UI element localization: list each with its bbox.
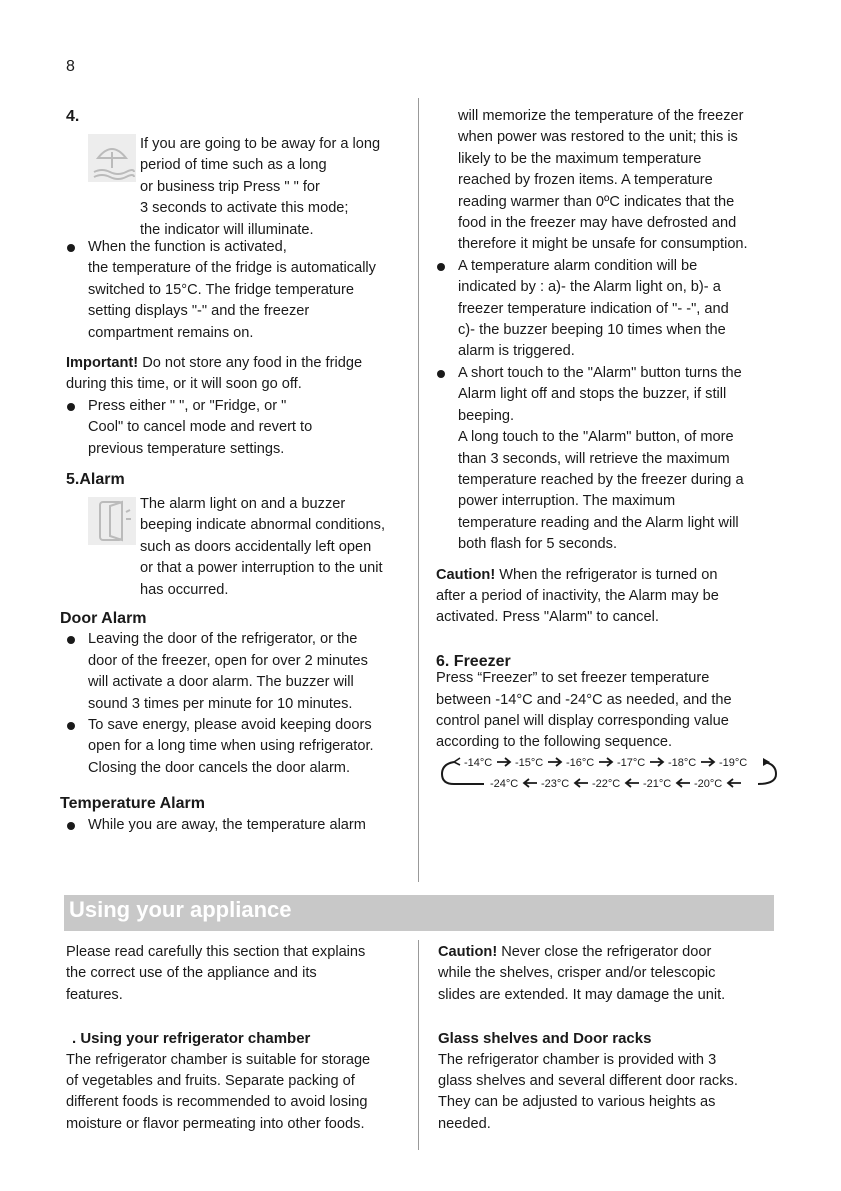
bullet-line: the temperature of the fridge is automatically	[88, 260, 376, 277]
text-line: moisture or flavor permeating into other foods.	[66, 1115, 365, 1132]
bullet-line: alarm is triggered.	[458, 343, 575, 360]
text-line: They can be adjusted to various heights as	[438, 1094, 716, 1111]
text-line: different foods is recommended to avoid losing	[66, 1094, 368, 1111]
bullet-line: previous temperature settings.	[88, 440, 285, 457]
text-line: therefore it might be unsafe for consumption.	[458, 236, 748, 253]
bullet-item	[66, 715, 404, 779]
sequence-arrow-left-icon	[677, 779, 690, 787]
bottom-left-column	[66, 942, 404, 1135]
bullet-item	[66, 629, 404, 715]
text-line: features.	[66, 986, 123, 1003]
holiday-line: If you are going to be away for a long	[140, 136, 381, 152]
alarm-line: beeping indicate abnormal conditions,	[140, 517, 386, 534]
text-line: food in the freezer may have defrosted and	[458, 215, 737, 232]
bullet-line: When the function is activated,	[88, 239, 287, 255]
text-line: between -14°C and -24°C as needed, and the	[436, 691, 732, 708]
important-label: Important!	[66, 355, 139, 372]
alarm-line: The alarm light on and a buzzer	[140, 496, 346, 512]
bullet-line: A temperature alarm condition will be	[458, 257, 698, 274]
caution-text: Never close the refrigerator door	[497, 944, 712, 960]
holiday-details	[66, 237, 404, 460]
holiday-line: the indicator will illuminate.	[140, 221, 314, 238]
bullet-line: door of the freezer, open for over 2 minutes	[88, 652, 368, 669]
sequence-temperature: -15°C	[515, 757, 544, 769]
sequence-arrow-left-icon	[575, 779, 588, 787]
text-line: reading warmer than 0ºC indicates that the	[458, 193, 735, 210]
column-divider	[418, 940, 419, 1150]
sequence-temperature: -16°C	[566, 757, 595, 769]
section-5-heading: 5.Alarm	[66, 471, 125, 488]
door-alarm-heading: Door Alarm	[60, 610, 147, 627]
bullet-line: c)- the buzzer beeping 10 times when the	[458, 322, 726, 339]
alarm-line: has occurred.	[140, 581, 229, 598]
sequence-arrow-left-icon	[626, 779, 639, 787]
sequence-temperature: -17°C	[617, 757, 646, 769]
right-column	[436, 106, 774, 754]
sequence-arrow-right-icon	[497, 758, 510, 766]
section-4-heading: 4.	[66, 108, 80, 125]
text-line: than 3 seconds, will retrieve the maximum	[458, 450, 730, 467]
holiday-line: 3 seconds to activate this mode;	[140, 200, 349, 217]
text-line: will memorize the temperature of the freezer	[458, 108, 744, 124]
holiday-description	[140, 134, 404, 241]
text-line: temperature reached by the freezer during a	[458, 471, 744, 488]
bullet-line: Press either " ", or "Fridge, or "	[88, 397, 287, 414]
banner-title: Using your appliance	[69, 897, 292, 922]
bullet-line: A short touch to the "Alarm" button turns the	[458, 364, 742, 381]
bullet-item	[66, 815, 404, 836]
bullet-line: beeping.	[458, 407, 514, 424]
bullet-line: While you are away, the temperature alarm	[88, 816, 366, 833]
text-line: according to the following sequence.	[436, 734, 673, 751]
section-5	[66, 469, 404, 490]
sequence-temperature: -21°C	[643, 778, 672, 790]
sequence-arrow-right-icon	[701, 758, 714, 766]
bullet-line: open for a long time when using refrigerator.	[88, 738, 374, 755]
column-divider	[418, 98, 419, 882]
alarm-description	[140, 494, 404, 601]
sequence-arrow-right-icon	[599, 758, 612, 766]
sequence-arrow-right-icon	[650, 758, 663, 766]
bullet-line: will activate a door alarm. The buzzer will	[88, 674, 354, 691]
text-line: when power was restored to the unit; this is	[458, 129, 738, 146]
text-line: while the shelves, crisper and/or telescopic	[438, 965, 716, 982]
temperature-alarm-heading: Temperature Alarm	[60, 795, 205, 813]
holiday-line: period of time such as a long	[140, 157, 327, 174]
holiday-umbrella-icon	[88, 134, 136, 182]
caution-label: Caution!	[436, 566, 496, 583]
sequence-temperature: -18°C	[668, 757, 697, 769]
text-line: both flash for 5 seconds.	[458, 536, 618, 553]
text-line: power interruption. The maximum	[458, 493, 676, 510]
sequence-temperature: -19°C	[719, 757, 748, 769]
text-line: temperature reading and the Alarm light will	[458, 514, 739, 531]
bullet-line: indicated by : a)- the Alarm light on, b)- a	[458, 279, 721, 296]
text-line: The refrigerator chamber is provided with 3	[438, 1051, 717, 1068]
caution-note	[436, 565, 774, 586]
bullet-line: setting displays "-" and the freezer	[88, 303, 310, 320]
text-line: reached by frozen items. A temperature	[458, 172, 713, 189]
text-line: glass shelves and several different door racks.	[438, 1073, 738, 1090]
text-line: control panel will display corresponding value	[436, 712, 729, 729]
page-number: 8	[66, 58, 75, 75]
bullet-line: sound 3 times per minute for 10 minutes.	[88, 695, 353, 712]
bullet-line: freezer temperature indication of "- -", and	[458, 300, 729, 317]
bottom-right-column	[438, 942, 774, 1135]
text-line: the correct use of the appliance and its	[66, 965, 317, 982]
bullet-line: Leaving the door of the refrigerator, or the	[88, 631, 358, 648]
bullet-line: switched to 15°C. The fridge temperature	[88, 281, 354, 298]
alarm-door-icon	[88, 497, 136, 545]
text-line: likely to be the maximum temperature	[458, 150, 702, 167]
bullet-line: Alarm light off and stops the buzzer, if still	[458, 386, 727, 403]
caution-text: When the refrigerator is turned on	[495, 566, 718, 583]
text-line: of vegetables and fruits. Separate packing of	[66, 1073, 355, 1090]
alarm-line: or that a power interruption to the unit	[140, 560, 383, 577]
sequence-arrow-left-icon	[524, 779, 537, 787]
caution-text: after a period of inactivity, the Alarm may be	[436, 587, 719, 604]
bullet-line: Cool" to cancel mode and revert to	[88, 419, 313, 436]
freezer-temperature-sequence	[440, 752, 780, 792]
bullet-line: Closing the door cancels the door alarm.	[88, 759, 351, 776]
paragraph	[436, 106, 774, 256]
important-text: during this time, or it will soon go off.	[66, 376, 302, 393]
sequence-arrow-right-icon	[548, 758, 561, 766]
bullet-item	[66, 396, 404, 460]
caution-text: activated. Press "Alarm" to cancel.	[436, 609, 659, 626]
text-line: Press “Freezer” to set freezer temperature	[436, 670, 710, 687]
bullet-line: To save energy, please avoid keeping doors	[88, 717, 372, 734]
sequence-temperature: -24°C	[490, 778, 519, 790]
caution-note	[438, 942, 774, 963]
text-line: slides are extended. It may damage the unit.	[438, 986, 726, 1003]
sequence-temperature: -22°C	[592, 778, 621, 790]
text-line: A long touch to the "Alarm" button, of more	[458, 429, 734, 446]
paragraph	[436, 427, 774, 555]
alarm-line: such as doors accidentally left open	[140, 538, 372, 555]
sequence-temperature: -20°C	[694, 778, 723, 790]
bullet-line: compartment remains on.	[88, 324, 254, 341]
text-line: Please read carefully this section that explains	[66, 944, 366, 960]
sequence-temperature: -23°C	[541, 778, 570, 790]
text-line: needed.	[438, 1115, 491, 1132]
text-line: The refrigerator chamber is suitable for storage	[66, 1051, 371, 1068]
caution-label: Caution!	[438, 944, 498, 960]
refrigerator-chamber-heading: . Using your refrigerator chamber	[72, 1030, 311, 1048]
holiday-line: or business trip Press " " for	[140, 178, 320, 195]
bullet-item	[436, 363, 774, 427]
important-note	[66, 353, 404, 374]
left-column	[66, 106, 406, 127]
section-6-heading: 6. Freezer	[436, 652, 511, 670]
important-text: Do not store any food in the fridge	[138, 355, 363, 372]
sequence-temperature: -14°C	[464, 757, 493, 769]
sequence-arrow-left-icon	[728, 779, 741, 787]
door-alarm-section	[60, 608, 404, 836]
bullet-item	[436, 256, 774, 363]
bullet-item	[66, 237, 404, 344]
section-banner	[64, 895, 774, 931]
glass-shelves-heading: Glass shelves and Door racks	[438, 1030, 652, 1048]
